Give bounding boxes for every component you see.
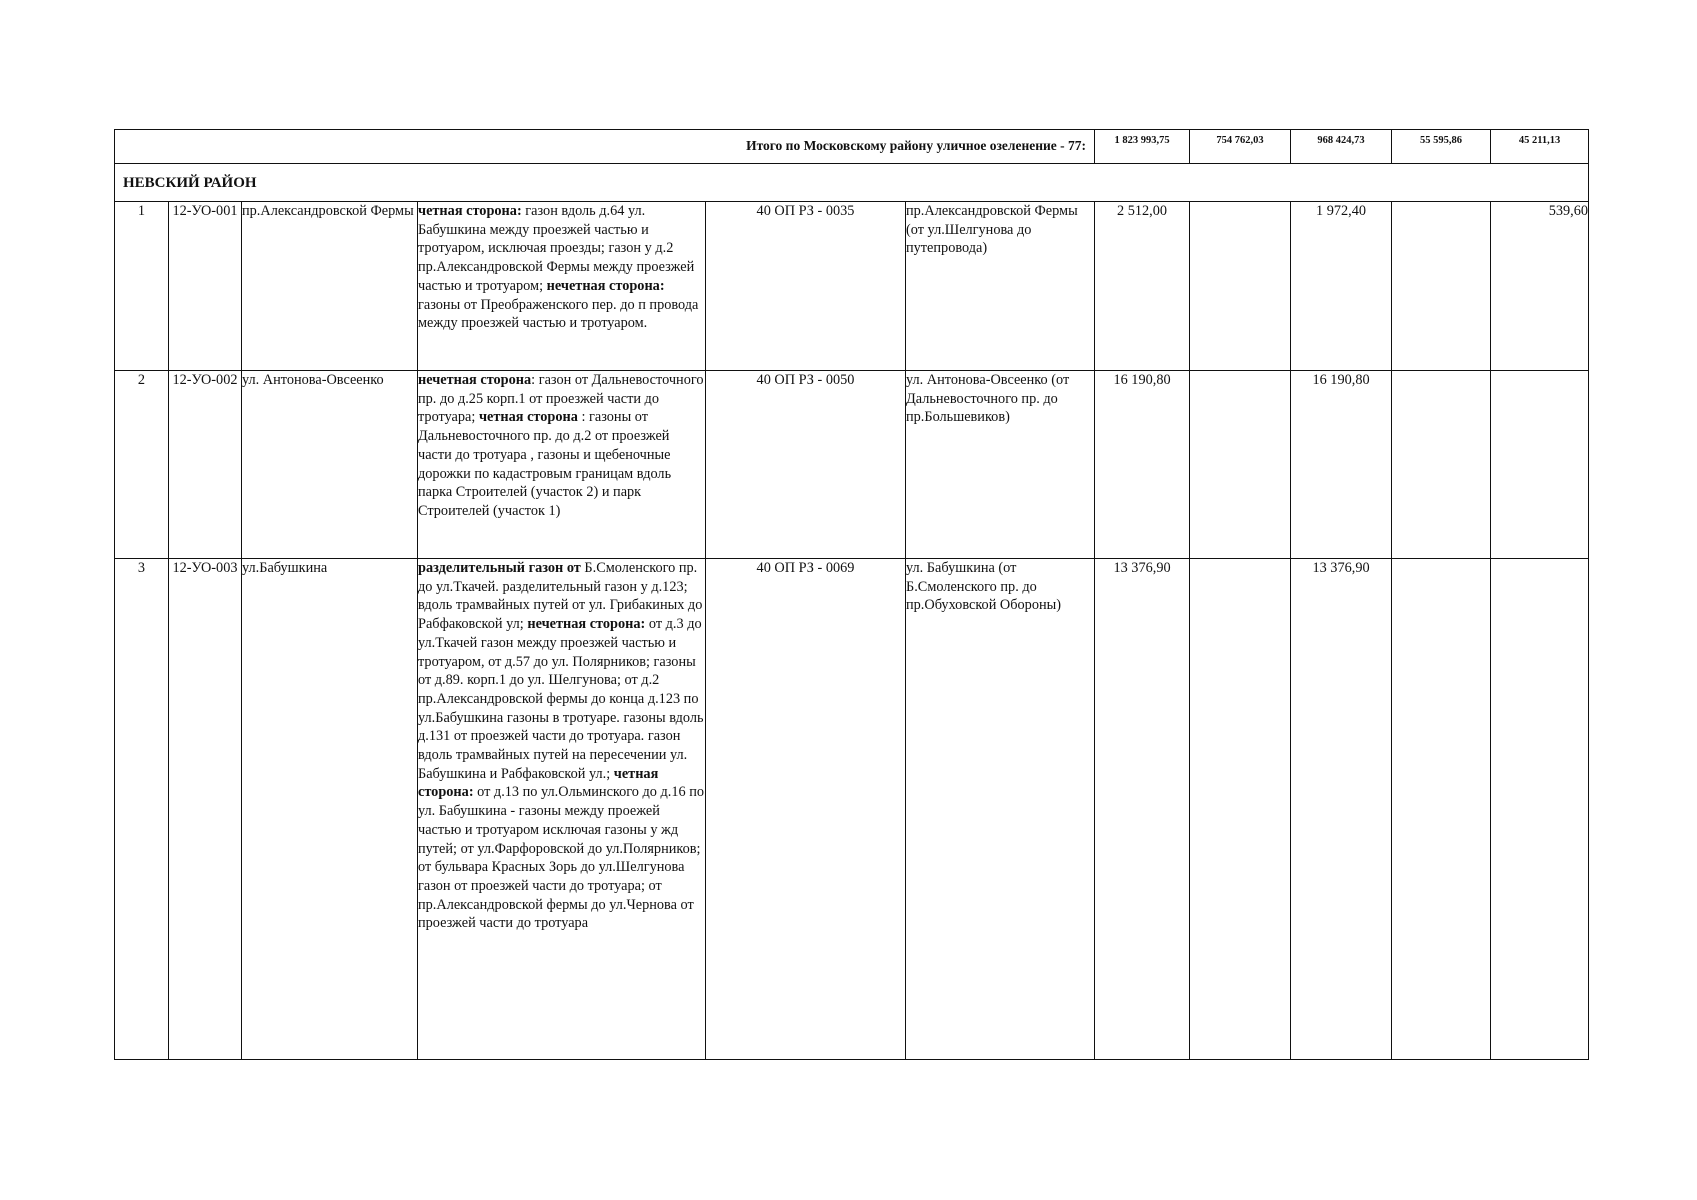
street-name: ул.Бабушкина: [242, 559, 418, 1060]
value-col-3: 1 972,40: [1291, 202, 1392, 371]
description-emphasis: четная сторона: [478, 409, 578, 426]
description-emphasis: разделительный газон от: [418, 560, 581, 576]
road-registry-number: 40 ОП РЗ - 0035: [706, 202, 906, 371]
row-number: 2: [115, 371, 169, 559]
street-name: пр.Александровской Фермы: [242, 202, 418, 371]
total-value: 55 595,86: [1392, 130, 1491, 164]
value-col-5: 539,60: [1491, 202, 1589, 371]
value-total: 16 190,80: [1095, 371, 1190, 559]
object-description: [418, 559, 706, 1060]
road-boundaries: пр.Александровской Фермы (от ул.Шелгунова до путепровода): [906, 202, 1095, 371]
description-text: Б.Смоленского пр. до ул.Ткачей. разделительный газон у д.123; вдоль трамвайных путей от ул. Грибакиных до Рабфаковской ул;: [418, 560, 703, 633]
table-row: [115, 371, 1589, 559]
value-col-3: 16 190,80: [1291, 371, 1392, 559]
description-text: : газоны от Дальневосточного пр. до д.2 от проезжей части до тротуара , газоны и щебеночные дорожки по кадастровым границам вдоль парка Строителей (участок 2) и парк Строителей (участок 1): [418, 409, 672, 519]
object-description: [418, 371, 706, 559]
value-total: 2 512,00: [1095, 202, 1190, 371]
road-boundaries: ул. Бабушкина (от Б.Смоленского пр. до пр.Обуховской Обороны): [906, 559, 1095, 1060]
description-emphasis: четная сторона:: [418, 203, 522, 219]
total-value: 968 424,73: [1291, 130, 1392, 164]
value-col-2: [1190, 559, 1291, 1060]
description-emphasis: нечетная сторона:: [527, 616, 646, 633]
description-text: : газон от Дальневосточного пр. до д.25 корп.1 от проезжей части до тротуара;: [418, 372, 704, 426]
value-col-4: [1392, 559, 1491, 1060]
description-emphasis: четная сторона:: [418, 765, 659, 801]
data-table: [114, 129, 1589, 1060]
object-code: 12-УО-002: [169, 371, 242, 559]
total-label: Итого по Московскому району уличное озеленение - 77:: [115, 130, 1095, 164]
value-col-2: [1190, 202, 1291, 371]
value-total: 13 376,90: [1095, 559, 1190, 1060]
total-value: 754 762,03: [1190, 130, 1291, 164]
description-text: от д.3 до ул.Ткачей газон между проезжей частью и тротуаром, от д.57 до ул. Полярников; газоны от д.89. корп.1 до ул. Шелгунова; от д.2 пр.Александровской фермы до конца д.123 по ул.Бабушкина газоны в тротуаре. газоны вдоль д.131 от проезжей части до тротуара. газон вдоль трамвайных путей на пересечении ул. Бабушкина и Рабфаковской ул.;: [418, 616, 704, 782]
description-text: газоны от Преображенского пер. до п провода между проезжей частью и тротуаром.: [418, 296, 699, 332]
object-description: [418, 202, 706, 371]
total-value: 1 823 993,75: [1095, 130, 1190, 164]
object-code: 12-УО-001: [169, 202, 242, 371]
district-title: НЕВСКИЙ РАЙОН: [115, 164, 1589, 202]
row-number: 1: [115, 202, 169, 371]
row-number: 3: [115, 559, 169, 1060]
table-row: [115, 202, 1589, 371]
description-emphasis: нечетная сторона:: [546, 277, 665, 294]
description-emphasis: нечетная сторона: [418, 372, 532, 388]
road-registry-number: 40 ОП РЗ - 0069: [706, 559, 906, 1060]
road-registry-number: 40 ОП РЗ - 0050: [706, 371, 906, 559]
value-col-5: [1491, 371, 1589, 559]
object-code: 12-УО-003: [169, 559, 242, 1060]
road-boundaries: ул. Антонова-Овсеенко (от Дальневосточного пр. до пр.Большевиков): [906, 371, 1095, 559]
value-col-5: [1491, 559, 1589, 1060]
total-value: 45 211,13: [1491, 130, 1589, 164]
description-text: от д.13 по ул.Ольминского до д.16 по ул. Бабушкина - газоны между проежей частью и тротуаром исключая газоны у жд путей; от ул.Фарфоровской до ул.Полярников; от бульвара Красных Зорь до ул.Шелгунова газон от проезжей части до тротуара; от пр.Александровской фермы до ул.Чернова от проезжей части до тротуара: [418, 784, 705, 932]
value-col-4: [1392, 371, 1491, 559]
value-col-4: [1392, 202, 1491, 371]
total-row: [115, 130, 1589, 164]
description-text: газон вдоль д.64 ул. Бабушкина между проезжей частью и тротуаром, исключая проезды; газон у д.2 пр.Александровской Фермы между проезжей частью и тротуаром;: [418, 203, 695, 294]
district-header-row: [115, 164, 1589, 202]
value-col-3: 13 376,90: [1291, 559, 1392, 1060]
street-name: ул. Антонова-Овсеенко: [242, 371, 418, 559]
value-col-2: [1190, 371, 1291, 559]
table-row: [115, 559, 1589, 1060]
